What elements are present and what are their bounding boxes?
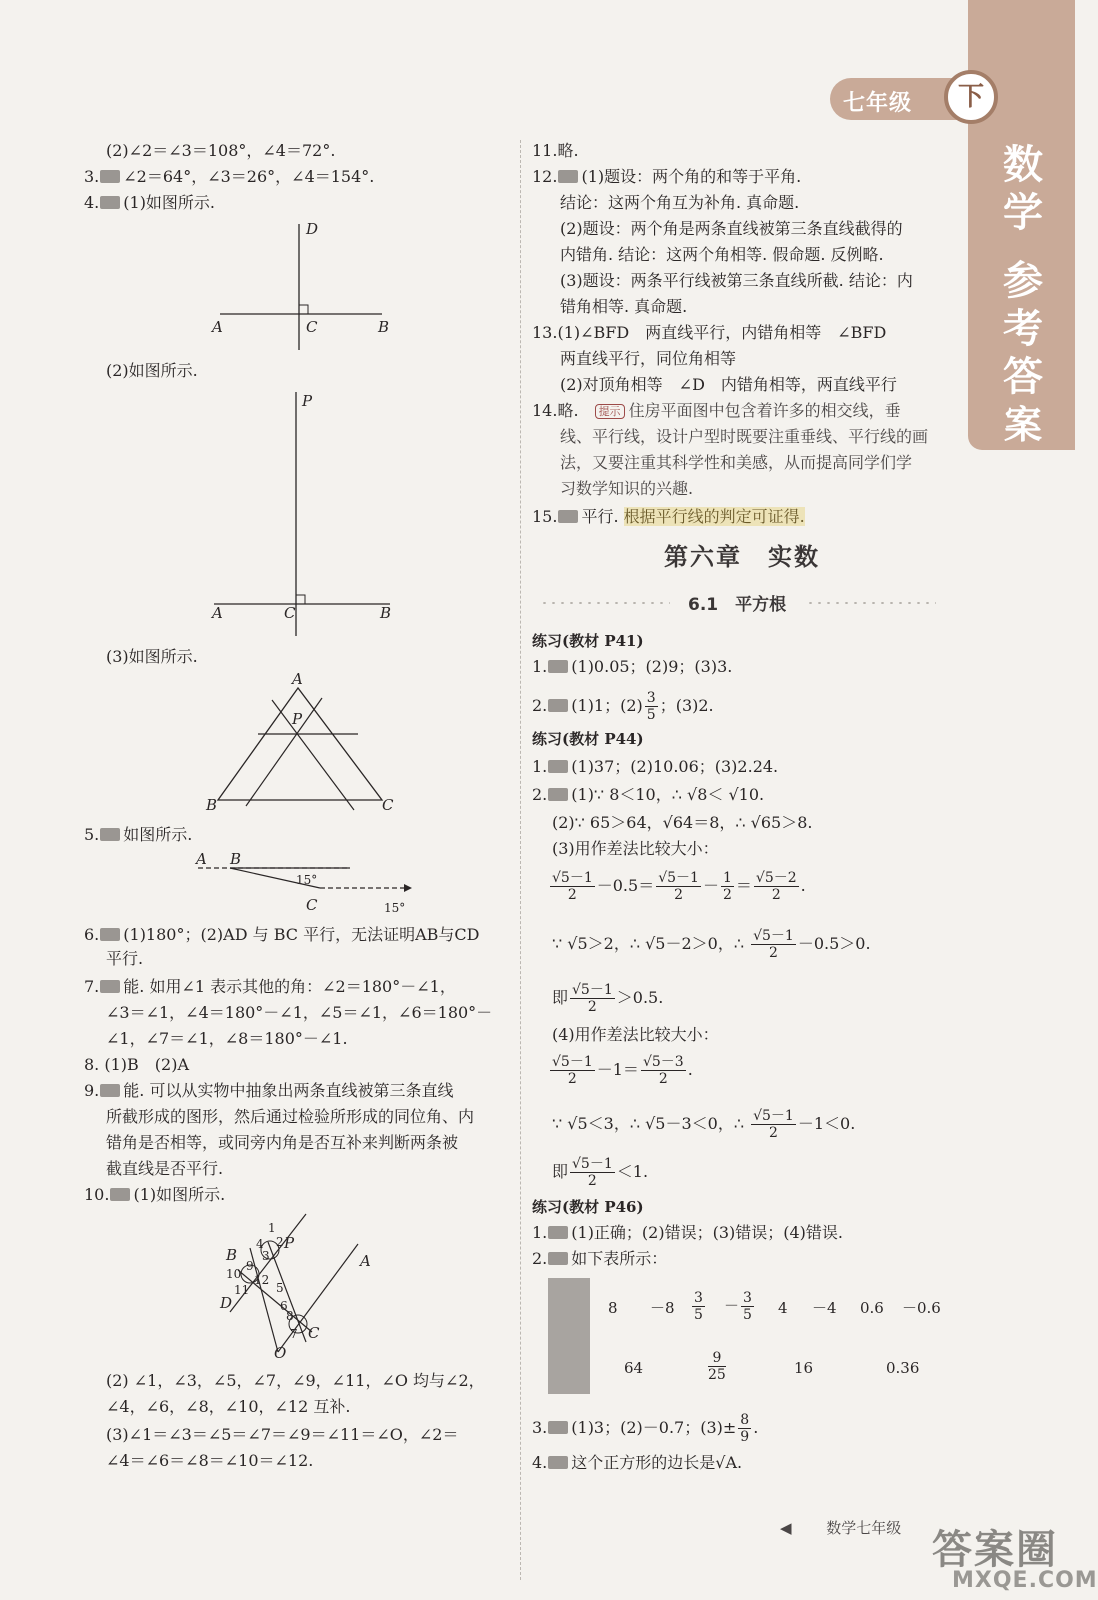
answer-15 [532, 506, 805, 528]
answer-tag-icon [558, 510, 578, 523]
answer-text: 能. 可以从实物中抽象出两条直线被第三条直线 [123, 1081, 454, 1100]
answer-tag-icon [100, 980, 120, 993]
answer-10-2: (2) ∠1，∠3，∠5，∠7，∠9，∠11，∠O 均与∠2， [106, 1371, 485, 1390]
label-o: O [274, 1344, 287, 1362]
equation-5: ∵ √5＜3，∴ √5－3＜0，∴ $\frac{√5-1}{2}$ －1＜0. [552, 1108, 856, 1141]
equation-6: 即 $\frac{√5-1}{2}$ ＜1. [552, 1156, 649, 1189]
answer-9-cont-1: 所截形成的图形，然后通过检验所形成的同位角、内 [106, 1107, 475, 1126]
answer-text: (1)180°；(2)AD 与 BC 平行，无法证明AB与CD [123, 925, 480, 944]
answer-number: 15. [532, 507, 558, 526]
label-c: C [306, 318, 318, 336]
label-a: A [212, 604, 223, 622]
answer-12-c1: 结论：这两个角互为补角. 真命题. [560, 193, 800, 212]
fraction: $\frac{√5-3}{2}$ [642, 1054, 684, 1087]
answer-10 [84, 1184, 225, 1206]
answer-14-c3: 习数学知识的兴趣. [560, 479, 694, 498]
figure-perpendicular-2 [200, 386, 410, 642]
answer-tag-icon [100, 1084, 120, 1097]
answer-10-3-cont: ∠4＝∠6＝∠8＝∠10＝∠12. [106, 1451, 314, 1470]
answer-number: 14. [532, 401, 558, 420]
label-b: B [380, 604, 392, 622]
practice-p46-2 [532, 1248, 667, 1270]
grade-label: 七年级 [843, 91, 913, 116]
answer-tag-icon [100, 828, 120, 841]
answer-12 [532, 166, 801, 188]
answer-text: 略. [557, 401, 579, 420]
table-cell: 16 [794, 1359, 814, 1377]
practice-p41-1 [532, 656, 732, 678]
equation-1: $\frac{√5-1}{2}$ －0.5＝ $\frac{√5-1}{2}$ － $\frac{1}{2}$ ＝ $\frac{√5-2}{2}$ . [552, 870, 806, 903]
answer-8 [84, 1054, 189, 1076]
answer-number: 3. [532, 1418, 548, 1437]
answer-text: ∠2＝64°，∠3＝26°，∠4＝154°. [123, 167, 375, 186]
answer-12-c2: (2)题设：两个角是两条直线被第三条直线截得的 [560, 219, 903, 238]
answer-14-c2: 法，又要注重其科学性和美感，从而提高同学们学 [560, 453, 913, 472]
table-cell: 64 [624, 1359, 644, 1377]
label-c: C [382, 796, 394, 814]
answer-number: 2. [532, 1249, 548, 1268]
practice-p44-2d: (4)用作差法比较大小： [552, 1025, 719, 1044]
answer-number: 6. [84, 925, 100, 944]
practice-p44-2 [532, 784, 764, 806]
answer-text: 能. 如用∠1 表示其他的角：∠2＝180°－∠1， [123, 977, 456, 996]
answer-13-c2: (2)对顶角相等 ∠D 内错角相等，两直线平行 [560, 375, 897, 394]
angle-2: 2 [276, 1235, 284, 1249]
page-footer: ◀ 数学七年级 [780, 1519, 902, 1537]
hint-badge: 提示 [595, 404, 625, 419]
answer-tag-icon [548, 1226, 568, 1239]
line-dc [238, 1270, 312, 1332]
equation-4: $\frac{√5-1}{2}$ －1＝ $\frac{√5-3}{2}$ . [552, 1054, 693, 1087]
equation-2: ∵ √5＞2，∴ √5－2＞0，∴ $\frac{√5-1}{2}$ －0.5＞0. [552, 928, 871, 961]
answer-number: 1. [532, 1223, 548, 1242]
section-char-4: 案 [1003, 403, 1042, 447]
angle-label-2: 15° [384, 901, 406, 915]
answer-text: 略. [557, 141, 579, 160]
label-d: D [306, 220, 319, 238]
answer-text: 如图所示. [123, 825, 193, 844]
answer-tag-icon [548, 1456, 568, 1469]
answer-number: 4. [84, 193, 100, 212]
answer-text: 这个正方形的边长是√A. [571, 1453, 743, 1472]
answer-number: 7. [84, 977, 100, 996]
answer-4-2: (2)如图所示. [106, 361, 198, 380]
highlight-text: 根据平行线的判定可证得. [623, 507, 805, 526]
answer-tag-icon [548, 760, 568, 773]
answer-tag-icon [548, 660, 568, 673]
angle-6: 6 [280, 1299, 288, 1313]
angle-3: 3 [262, 1249, 270, 1263]
table-cell: －8 [650, 1299, 675, 1317]
label-b: B [206, 796, 218, 814]
parallel-ac [272, 700, 354, 810]
answer-10-3: (3)∠1＝∠3＝∠5＝∠7＝∠9＝∠11＝∠O，∠2＝ [106, 1425, 459, 1444]
angle-10: 10 [226, 1267, 242, 1281]
fraction: $\frac{√5-1}{2}$ [572, 1156, 613, 1189]
answer-14 [532, 400, 901, 422]
answer-3 [84, 166, 374, 188]
fraction: $\frac{1}{2}$ [722, 870, 732, 903]
answer-text: 平行. [581, 507, 619, 526]
answer-text: (1)如图所示. [133, 1185, 226, 1204]
label-c: C [284, 604, 296, 622]
practice-heading-p41: 练习(教材 P41) [532, 632, 644, 650]
answer-number: 4. [532, 1453, 548, 1472]
answer-text: (1)0.05；(2)9；(3)3. [571, 657, 733, 676]
answer-11 [532, 140, 579, 162]
figure-perpendicular-1 [200, 218, 400, 358]
watermark-logo: 答案圈 [932, 1527, 1058, 1573]
column-divider [520, 140, 521, 1580]
answer-9-cont-2: 错角是否相等，或同旁内角是否互补来判断两条被 [106, 1133, 459, 1152]
answer-tag-icon [110, 1188, 130, 1201]
answer-number: 2. [532, 785, 548, 804]
angle-11: 11 [234, 1283, 250, 1297]
answer-4-3: (3)如图所示. [106, 647, 198, 666]
answer-tag-icon [548, 1421, 568, 1434]
decorative-dots-left [540, 600, 670, 606]
label-a: A [196, 850, 207, 868]
fraction: $\frac{8}{9}$ [740, 1412, 750, 1445]
section-char-1: 参 [1003, 258, 1043, 304]
answer-12-c3: 内错角. 结论：这两个角相等. 假命题. 反例略. [560, 245, 884, 264]
answer-number: 12. [532, 167, 558, 186]
practice-p44-2c: (3)用作差法比较大小： [552, 839, 719, 858]
answer-tag-icon [548, 788, 568, 801]
label-c: C [306, 896, 318, 914]
answer-number: 8. [84, 1055, 100, 1074]
answer-text: (1)题设：两个角的和等于平角. [581, 167, 802, 186]
section-char-3: 答 [1003, 354, 1043, 400]
angle-5: 5 [276, 1281, 284, 1295]
right-angle-mark [299, 305, 308, 314]
angle-9: 9 [246, 1259, 254, 1273]
watermark-url: MXQE.COM [952, 1568, 1098, 1593]
answer-tag-icon [558, 170, 578, 183]
fraction: $\frac{√5-1}{2}$ [753, 928, 794, 961]
answer-13-c1: 两直线平行，同位角相等 [560, 349, 737, 368]
answer-text: (1)正确；(2)错误；(3)错误；(4)错误. [571, 1223, 844, 1242]
table-cell: 0.36 [886, 1359, 920, 1377]
answer-text: (1)∵ 8＜10，∴ √8＜ √10. [571, 785, 765, 804]
label-b: B [226, 1246, 238, 1264]
angle-7: 7 [290, 1327, 298, 1341]
label-p: P [284, 1234, 295, 1252]
answer-number: 3. [84, 167, 100, 186]
answer-13 [532, 322, 886, 344]
label-p: P [302, 392, 313, 410]
answer-text: (1)1；(2) [571, 696, 643, 715]
subject-char-1: 数 [1003, 142, 1043, 188]
arrow-head [404, 884, 412, 892]
figure-angles [210, 1212, 400, 1362]
answer-tag-icon [548, 699, 568, 712]
angle-4: 4 [256, 1237, 264, 1251]
answer-9 [84, 1080, 453, 1102]
fraction: $\frac{√5-1}{2}$ [552, 870, 593, 903]
label-a: A [360, 1252, 371, 1270]
answer-text: (1)B (2)A [104, 1055, 190, 1074]
section-title: 6.1 平方根 [688, 595, 787, 615]
table-cell: － $\frac{3}{5}$ [724, 1290, 752, 1323]
practice-p46-3 [532, 1412, 758, 1445]
angle-label-1: 15° [296, 873, 318, 887]
answer-tag-icon [100, 170, 120, 183]
answer-7-cont-1: ∠3＝∠1，∠4＝180°－∠1，∠5＝∠1，∠6＝180°－ [106, 1003, 493, 1022]
answer-tag-icon [100, 928, 120, 941]
answer-tag-icon [100, 196, 120, 209]
answer-7-cont-2: ∠1，∠7＝∠1，∠8＝180°－∠1. [106, 1029, 348, 1048]
chapter-title: 第六章 实数 [664, 543, 820, 571]
subject-char-2: 学 [1003, 190, 1043, 236]
answer-number: 1. [532, 757, 548, 776]
practice-heading-p46: 练习(教材 P46) [532, 1198, 644, 1216]
section-char-2: 考 [1003, 306, 1043, 352]
practice-p46-1 [532, 1222, 843, 1244]
answer-number: 10. [84, 1185, 110, 1204]
answer-number: 1. [532, 657, 548, 676]
practice-p44-2b: (2)∵ 65＞64，√64＝8，∴ √65＞8. [552, 813, 813, 832]
practice-p44-1 [532, 756, 778, 778]
answer-text: (1)如图所示. [123, 193, 216, 212]
label-b: B [230, 850, 242, 868]
fraction: $\frac{√5-1}{2}$ [753, 1108, 794, 1141]
answer-6-cont: 平行. [106, 949, 144, 968]
answer-text: . [753, 1418, 759, 1437]
answer-6 [84, 924, 479, 946]
angle-12: 12 [254, 1273, 270, 1287]
practice-p46-4 [532, 1452, 742, 1474]
fraction: $\frac{√5-2}{2}$ [755, 870, 797, 903]
figure-reflection [190, 850, 420, 920]
volume-badge: 下 [944, 70, 998, 124]
answer-10-2-cont: ∠4，∠6，∠8，∠10，∠12 互补. [106, 1397, 351, 1416]
answer-7 [84, 976, 456, 998]
answer-text: ；(3)2. [659, 696, 714, 715]
label-b: B [378, 318, 390, 336]
practice-p41-2 [532, 690, 714, 723]
label-d: D [220, 1294, 233, 1312]
answer-number: 5. [84, 825, 100, 844]
answer-14-c1: 线、平行线，设计户型时既要注重垂线、平行线的画 [560, 427, 929, 446]
fraction: $\frac{√5-1}{2}$ [658, 870, 699, 903]
figure-triangle-parallels [198, 672, 408, 818]
answer-text: (1)∠BFD 两直线平行，内错角相等 ∠BFD [557, 323, 887, 342]
table-cell: －4 [812, 1299, 837, 1317]
answer-number: 9. [84, 1081, 100, 1100]
label-a: A [292, 670, 303, 688]
right-angle-mark [296, 595, 305, 604]
fraction: $\frac{√5-1}{2}$ [552, 1054, 593, 1087]
table-cell: 8 [608, 1299, 618, 1317]
triangle-abc [218, 688, 382, 800]
table-cell: 4 [778, 1299, 788, 1317]
hint-text: 住房平面图中包含着许多的相交线，垂 [628, 401, 901, 420]
table-header-block [548, 1278, 590, 1394]
answer-3-2: (2)∠2＝∠3＝108°，∠4＝72°. [106, 141, 336, 160]
answer-12-c5: 错角相等. 真命题. [560, 297, 688, 316]
angle-8: 8 [286, 1309, 294, 1323]
equation-3: 即 $\frac{√5-1}{2}$ ＞0.5. [552, 982, 664, 1015]
label-c: C [308, 1324, 320, 1342]
table-cell: －0.6 [902, 1299, 941, 1317]
answer-5 [84, 824, 192, 846]
label-a: A [212, 318, 223, 336]
table-cell: $\frac{3}{5}$ [694, 1290, 703, 1323]
answer-text: 如下表所示： [571, 1249, 668, 1268]
answer-text: (1)3；(2)－0.7；(3)± [571, 1418, 737, 1437]
fraction: $\frac{3}{5}$ [646, 690, 656, 723]
practice-heading-p44: 练习(教材 P44) [532, 730, 644, 748]
answer-number: 11. [532, 141, 558, 160]
table-cell: $\frac{9}{25}$ [708, 1350, 726, 1383]
answer-tag-icon [548, 1252, 568, 1265]
answer-4 [84, 192, 215, 214]
answer-number: 13. [532, 323, 558, 342]
answer-9-cont-3: 截直线是否平行. [106, 1159, 224, 1178]
transversal [268, 1242, 306, 1342]
fraction: $\frac{√5-1}{2}$ [572, 982, 613, 1015]
label-p: P [292, 710, 303, 728]
answer-number: 2. [532, 696, 548, 715]
answer-text: (1)37；(2)10.06；(3)2.24. [571, 757, 779, 776]
table-cell: 0.6 [860, 1299, 884, 1317]
decorative-dots-right [806, 600, 936, 606]
angle-1: 1 [268, 1221, 276, 1235]
answer-12-c4: (3)题设：两条平行线被第三条直线所截. 结论：内 [560, 271, 913, 290]
